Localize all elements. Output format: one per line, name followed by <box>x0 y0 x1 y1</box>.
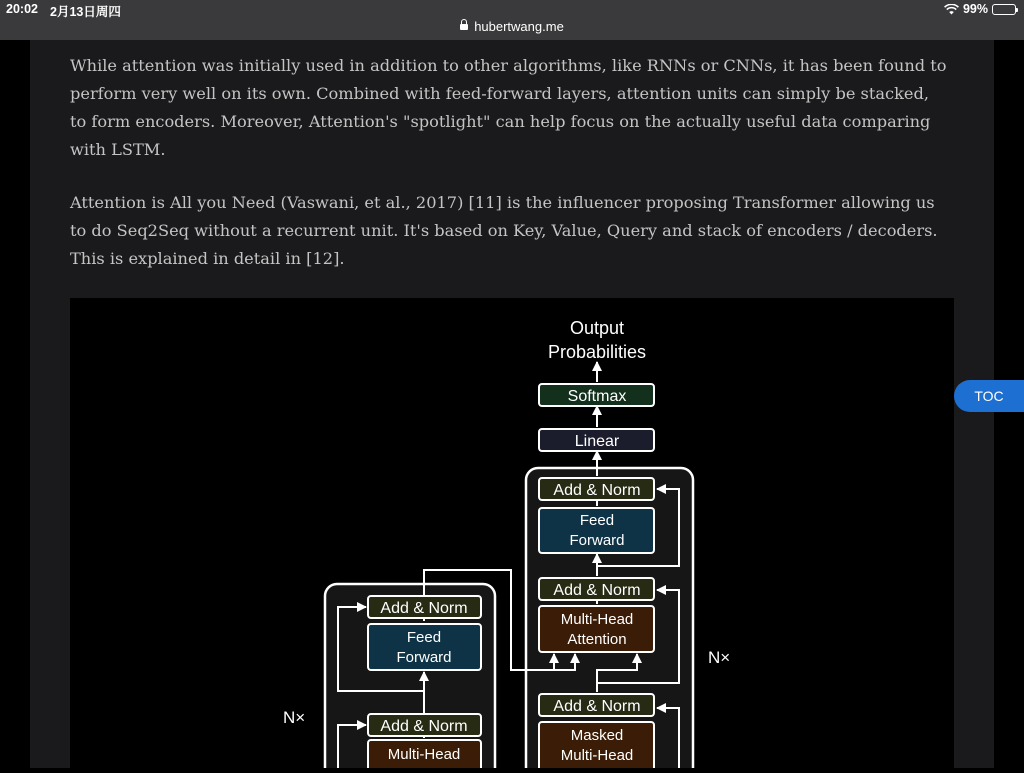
nx-label-encoder: N× <box>283 708 306 727</box>
add-norm-box <box>539 478 654 500</box>
feed-forward-label: Feed <box>406 629 442 646</box>
add-norm-box <box>368 714 481 736</box>
multi-head-attention-box <box>539 606 654 652</box>
url-text: hubertwang.me <box>474 19 564 34</box>
attention-label: Attention <box>567 631 627 648</box>
feed-forward-box <box>539 508 654 553</box>
wifi-icon <box>944 4 959 15</box>
add-norm-label: Add & Norm <box>553 482 641 499</box>
add-norm-box <box>539 578 654 600</box>
masked-multi-head-box <box>539 722 654 768</box>
toc-button[interactable]: TOC <box>954 380 1024 412</box>
feed-forward-box <box>368 624 481 670</box>
add-norm-label: Add & Norm <box>553 698 641 715</box>
add-norm-label: Add & Norm <box>553 582 641 599</box>
lock-icon <box>460 24 468 30</box>
multi-head-attention-box <box>368 740 481 768</box>
article-body <box>70 52 950 298</box>
battery-icon <box>992 4 1016 15</box>
multi-head-label: Multi-Head <box>560 747 634 764</box>
status-indicators <box>944 2 1016 16</box>
add-norm-box <box>368 596 481 618</box>
url-bar[interactable] <box>0 19 1024 34</box>
masked-label: Masked <box>570 727 624 744</box>
output-label: Output <box>569 318 625 338</box>
softmax-box <box>539 384 654 406</box>
transformer-diagram <box>70 298 954 768</box>
feed-forward-label: Forward <box>396 649 452 666</box>
add-norm-label: Add & Norm <box>380 718 468 735</box>
article-paragraph: Attention is All you Need (Vaswani, et al., 2017) [11] is the influencer proposing Transformer allowing us to do Seq2Seq without a recurrent unit. It's based on Key, Value, Query and stack of encoders / decoders. This is explained in detail in [12]. <box>70 193 938 268</box>
status-time: 20:02 <box>6 2 38 16</box>
battery-percent: 99% <box>962 2 988 16</box>
output-label: Probabilities <box>547 342 647 362</box>
softmax-label: Softmax <box>567 388 627 405</box>
linear-box <box>539 429 654 451</box>
multi-head-label: Multi-Head <box>387 746 461 763</box>
nx-label-decoder: N× <box>708 648 731 667</box>
article-paragraph: While attention was initially used in addition to other algorithms, like RNNs or CNNs, it has been found to perform very well on its own. Combined with feed-forward layers, attention units can simply be stacked, to form encoders. Moreover, Attention's "spotlight" can help focus on the actually useful data comparing with LSTM. <box>70 56 947 159</box>
add-norm-label: Add & Norm <box>380 600 468 617</box>
feed-forward-label: Feed <box>579 512 615 529</box>
status-date: 2月13日周四 <box>50 5 121 19</box>
multi-head-label: Multi-Head <box>560 611 634 628</box>
feed-forward-label: Forward <box>569 532 625 549</box>
status-and-url-bar <box>0 0 1024 40</box>
linear-label: Linear <box>574 433 620 450</box>
add-norm-box <box>539 694 654 716</box>
